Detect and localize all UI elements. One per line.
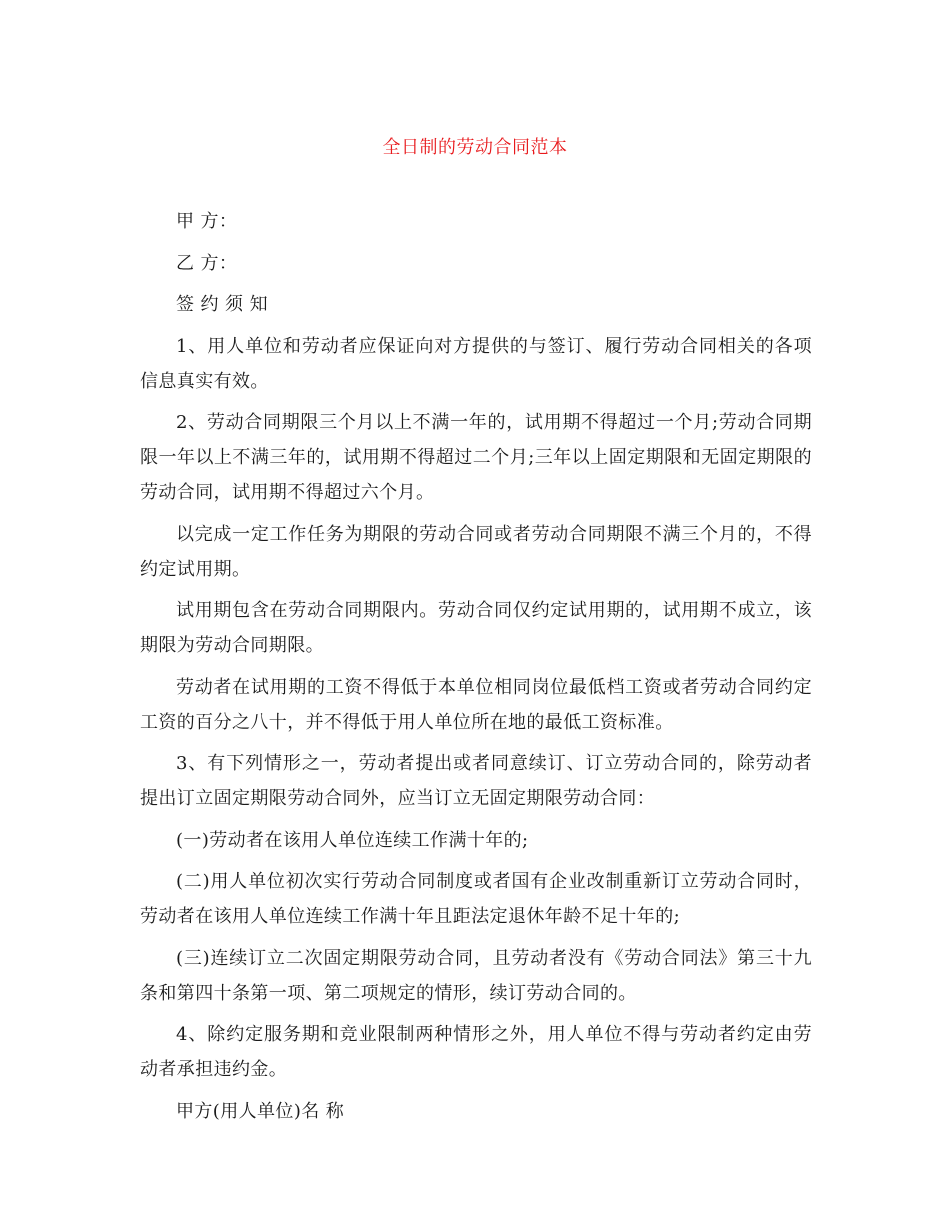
party-b-line: 乙 方： (176, 252, 238, 274)
clause-2-probation-included: 试用期包含在劳动合同期限内。劳动合同仅约定试用期的，试用期不成立，该期限为劳动合同期限。 (140, 600, 812, 656)
clause-3: 3、有下列情形之一，劳动者提出或者同意续订、订立劳动合同的，除劳动者提出订立固定期限劳动合同外，应当订立无固定期限劳动合同： (140, 753, 812, 809)
clause-3-item-1: (一)劳动者在该用人单位连续工作满十年的; (176, 829, 529, 851)
clause-3-item-2: (二)用人单位初次实行劳动合同制度或者国有企业改制重新订立劳动合同时，劳动者在该用人单位连续工作满十年且距法定退休年龄不足十年的; (140, 871, 812, 927)
document-body (140, 204, 812, 1135)
clause-3-item-3: (三)连续订立二次固定期限劳动合同，且劳动者没有《劳动合同法》第三十九条和第四十条第一项、第二项规定的情形，续订劳动合同的。 (140, 947, 812, 1004)
document-title: 全日制的劳动合同范本 (382, 137, 568, 158)
clause-2: 2、劳动合同期限三个月以上不满一年的，试用期不得超过一个月;劳动合同期限一年以上不满三年的，试用期不得超过二个月;三年以上固定期限和无固定期限的劳动合同，试用期不得超过六个月。 (140, 412, 812, 503)
party-a-line: 甲 方： (176, 211, 238, 232)
clause-2-task-term: 以完成一定工作任务为期限的劳动合同或者劳动合同期限不满三个月的，不得约定试用期。 (140, 523, 812, 580)
party-a-name-line: 甲方(用人单位)名 称 (176, 1100, 345, 1122)
clause-1: 1、用人单位和劳动者应保证向对方提供的与签订、履行劳动合同相关的各项信息真实有效。 (140, 335, 812, 392)
clause-4: 4、除约定服务期和竞业限制两种情形之外，用人单位不得与劳动者约定由劳动者承担违约金。 (140, 1024, 812, 1080)
clause-2-probation-wage: 劳动者在试用期的工资不得低于本单位相同岗位最低档工资或者劳动合同约定工资的百分之八十，并不得低于用人单位所在地的最低工资标准。 (140, 676, 812, 733)
signing-notice-heading: 签 约 须 知 (176, 294, 268, 315)
